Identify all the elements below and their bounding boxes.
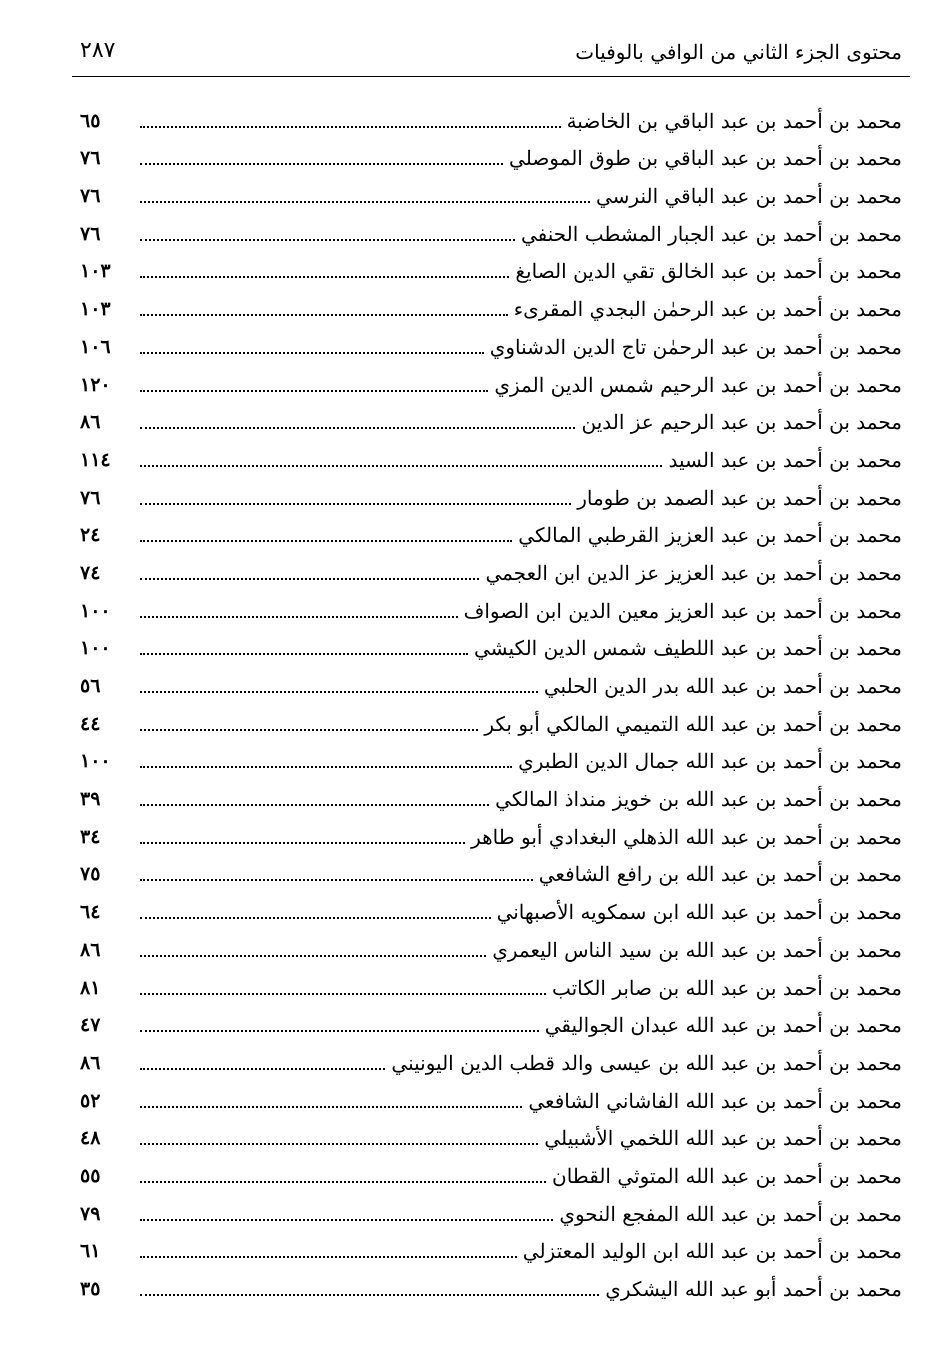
entry-page-number: ٣٥	[80, 1278, 101, 1300]
dot-leader	[140, 276, 509, 278]
entry-name: محمد بن أحمد أبو عبد الله اليشكري	[605, 1277, 902, 1301]
entry-name: محمد بن أحمد بن عبد الله المفجع النحوي	[559, 1201, 902, 1226]
index-entry	[80, 925, 902, 963]
dot-leader	[140, 163, 503, 165]
page-number: ٢٨٧	[80, 38, 116, 63]
entry-page-number: ٨٦	[80, 938, 101, 961]
dot-leader	[140, 201, 590, 203]
entry-page-number: ٥٥	[80, 1164, 101, 1187]
entry-name: محمد بن أحمد بن عبد الله بن عيسى والد قطب الدين اليونيني	[391, 1050, 902, 1075]
dot-leader	[140, 465, 662, 467]
entry-page-number: ٦٥	[80, 109, 101, 132]
dot-leader	[140, 540, 512, 542]
index-list	[80, 96, 902, 1302]
dot-leader	[140, 804, 489, 806]
entry-name: محمد بن أحمد بن عبد الله عبدان الجواليقي	[544, 1013, 902, 1038]
index-entry	[80, 1189, 902, 1227]
index-entry	[80, 1114, 902, 1152]
entry-page-number: ١٠٦	[80, 335, 111, 358]
entry-name: محمد بن أحمد بن عبد الله بن صابر الكاتب	[551, 975, 902, 1000]
entry-name: محمد بن أحمد بن عبد الصمد بن طومار	[577, 485, 902, 510]
index-entry	[80, 737, 902, 775]
index-entry	[80, 511, 902, 549]
entry-name: محمد بن أحمد بن عبد الله الفاشاني الشافعي	[528, 1088, 902, 1113]
entry-page-number: ٧٥	[80, 863, 101, 886]
index-entry	[80, 1038, 902, 1076]
index-entry	[80, 1001, 902, 1039]
index-entry	[80, 699, 902, 737]
entry-page-number: ٧٦	[80, 222, 101, 245]
dot-leader	[140, 1294, 599, 1296]
dot-leader	[140, 691, 538, 693]
entry-name: محمد بن أحمد بن عبد الله التميمي المالكي أبو بكر	[484, 711, 902, 736]
entry-page-number: ١١٤	[80, 448, 111, 471]
entry-name: محمد بن أحمد بن عبد الله بدر الدين الحلبي	[543, 674, 902, 698]
entry-page-number: ٣٩	[80, 788, 101, 811]
index-entry	[80, 247, 902, 285]
entry-page-number: ٣٤	[80, 825, 101, 848]
entry-name: محمد بن أحمد بن عبد الرحمٰن البجدي المقرىء	[513, 297, 902, 322]
entry-name: محمد بن أحمد بن عبد العزيز عز الدين ابن العجمي	[485, 560, 902, 585]
entry-name: محمد بن أحمد بن عبد الجبار المشطب الحنفي	[520, 221, 902, 246]
entry-page-number: ٥٦	[80, 675, 101, 697]
dot-leader	[140, 993, 546, 995]
entry-page-number: ٧٤	[80, 561, 101, 584]
entry-name: محمد بن أحمد بن عبد الله بن سيد الناس اليعمري	[492, 937, 902, 962]
index-entry	[80, 398, 902, 436]
dot-leader	[140, 427, 575, 429]
entry-page-number: ٦٤	[80, 901, 101, 924]
index-entry	[80, 134, 902, 172]
entry-page-number: ١٢٠	[80, 373, 111, 396]
dot-leader	[140, 503, 571, 505]
entry-page-number: ٦١	[80, 1240, 101, 1263]
entry-name: محمد بن أحمد بن عبد الباقي بن طوق الموصلي	[509, 146, 902, 171]
entry-name: محمد بن أحمد بن عبد الله اللخمي الأشبيلي	[544, 1126, 902, 1151]
dot-leader	[140, 1143, 538, 1145]
dot-leader	[140, 126, 561, 128]
index-entry	[80, 812, 902, 850]
entry-page-number: ١٠٣	[80, 298, 111, 321]
index-entry	[80, 96, 902, 134]
entry-name: محمد بن أحمد بن عبد الله ابن سمكويه الأصبهاني	[496, 900, 902, 925]
entry-name: محمد بن أحمد بن عبد الباقي النرسي	[595, 184, 902, 209]
entry-name: محمد بن أحمد بن عبد الله بن خويز منداذ المالكي	[495, 787, 902, 812]
entry-name: محمد بن أحمد بن عبد الرحيم شمس الدين المزي	[494, 372, 902, 397]
index-entry	[80, 284, 902, 322]
index-entry	[80, 435, 902, 473]
dot-leader	[140, 879, 533, 881]
entry-page-number: ٧٦	[80, 147, 101, 170]
index-entry	[80, 1151, 902, 1189]
dot-leader	[140, 352, 484, 354]
entry-name: محمد بن أحمد بن عبد الله جمال الدين الطبري	[518, 749, 902, 774]
entry-page-number: ١٠٠	[80, 750, 111, 773]
dot-leader	[140, 314, 508, 316]
header-divider	[72, 76, 910, 77]
index-entry	[80, 1264, 902, 1302]
entry-page-number: ٢٤	[80, 524, 101, 547]
entry-name: محمد بن أحمد بن عبد الرحيم عز الدين	[581, 410, 902, 435]
index-entry	[80, 1076, 902, 1114]
dot-leader	[140, 616, 458, 618]
index-entry	[80, 473, 902, 511]
entry-page-number: ٨٦	[80, 1051, 101, 1074]
index-entry	[80, 774, 902, 812]
index-entry	[80, 322, 902, 360]
entry-name: محمد بن أحمد بن عبد الله المتوثي القطان	[552, 1163, 902, 1188]
index-entry	[80, 171, 902, 209]
index-entry	[80, 209, 902, 247]
entry-page-number: ٤٧	[80, 1014, 101, 1037]
index-entry	[80, 887, 902, 925]
dot-leader	[140, 1256, 517, 1258]
dot-leader	[140, 1219, 553, 1221]
index-entry	[80, 661, 902, 699]
entry-page-number: ١٠٠	[80, 599, 111, 622]
entry-name: محمد بن أحمد بن عبد السيد	[668, 447, 902, 472]
dot-leader	[140, 842, 465, 844]
dot-leader	[140, 1030, 539, 1032]
entry-page-number: ٨٦	[80, 411, 101, 434]
entry-name: محمد بن أحمد بن عبد الله الذهلي البغدادي أبو طاهر	[471, 824, 902, 849]
entry-page-number: ١٠٠	[80, 637, 111, 660]
index-entry	[80, 624, 902, 662]
entry-page-number: ١٠٣	[80, 260, 111, 283]
dot-leader	[140, 955, 486, 957]
running-title: محتوى الجزء الثاني من الوافي بالوفيات	[575, 40, 902, 64]
dot-leader	[140, 1106, 522, 1108]
entry-name: محمد بن أحمد بن عبد الرحمٰن تاج الدين الدشناوي	[489, 334, 902, 359]
dot-leader	[140, 1068, 385, 1070]
entry-page-number: ٧٩	[80, 1202, 101, 1225]
entry-name: محمد بن أحمد بن عبد الله بن رافع الشافعي	[538, 862, 902, 887]
dot-leader	[140, 917, 491, 919]
dot-leader	[140, 578, 479, 580]
entry-page-number: ٨١	[80, 976, 101, 999]
dot-leader	[140, 390, 488, 392]
entry-page-number: ٧٦	[80, 185, 101, 208]
entry-name: محمد بن أحمد بن عبد الخالق تقي الدين الصايغ	[515, 259, 902, 284]
index-entry	[80, 360, 902, 398]
entry-page-number: ٥٢	[80, 1089, 101, 1112]
dot-leader	[140, 1181, 546, 1183]
index-entry	[80, 586, 902, 624]
entry-name: محمد بن أحمد بن عبد الله ابن الوليد المعتزلي	[522, 1239, 902, 1264]
entry-page-number: ٧٦	[80, 486, 101, 509]
entry-page-number: ٤٤	[80, 712, 101, 735]
index-entry	[80, 850, 902, 888]
entry-name: محمد بن أحمد بن عبد العزيز معين الدين ابن الصواف	[463, 598, 902, 623]
dot-leader	[140, 239, 515, 241]
entry-name: محمد بن أحمد بن عبد الباقي بن الخاضبة	[566, 108, 902, 133]
dot-leader	[140, 729, 478, 731]
page-header	[72, 34, 912, 74]
entry-page-number: ٤٨	[80, 1127, 101, 1150]
index-entry	[80, 548, 902, 586]
index-entry	[80, 963, 902, 1001]
entry-name: محمد بن أحمد بن عبد اللطيف شمس الدين الكيشي	[474, 636, 902, 661]
dot-leader	[140, 653, 468, 655]
entry-name: محمد بن أحمد بن عبد العزيز القرطبي المالكي	[518, 523, 902, 548]
index-entry	[80, 1227, 902, 1265]
dot-leader	[140, 766, 512, 768]
